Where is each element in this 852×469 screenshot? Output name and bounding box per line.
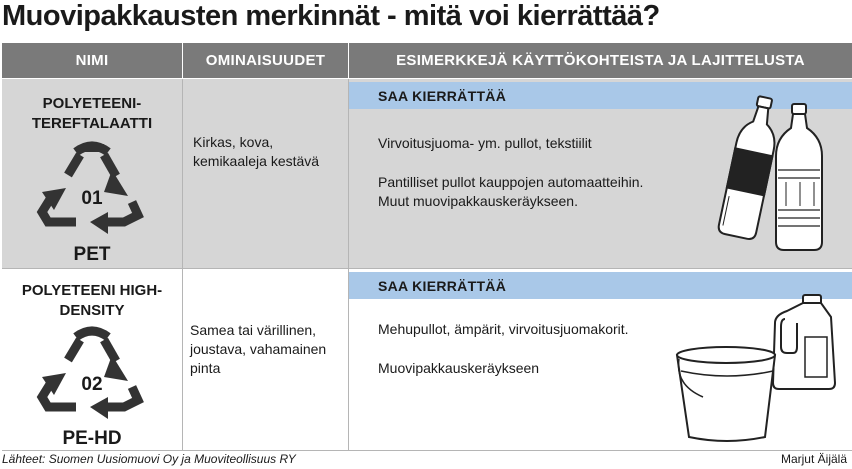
row-pet-example-1: Virvoitusjuoma- ym. pullot, tekstiilit — [378, 135, 592, 151]
column-divider — [348, 79, 349, 450]
sources-text: Lähteet: Suomen Uusiomuovi Oy ja Muoviteollisuus RY — [2, 452, 296, 466]
header-col-properties: OMINAISUUDET — [183, 43, 348, 78]
row-pehd-name: POLYETEENI HIGH- DENSITY — [21, 282, 163, 319]
row-pet-name: POLYETEENI- TEREFTALAATTI — [31, 95, 153, 132]
row-divider — [2, 269, 852, 270]
row-pet-example-2: Pantilliset pullot kauppojen automaatteihin. Muut muovipakkauskeräykseen. — [378, 174, 644, 209]
recycle-band: SAA KIERRÄTTÄÄ — [349, 272, 852, 299]
row-pehd-properties: Samea tai värillinen, joustava, vahamainen pinta — [190, 322, 327, 376]
resin-code-abbr: PE-HD — [62, 428, 122, 449]
row-pehd-example-2: Muovipakkauskeräykseen — [378, 360, 540, 376]
resin-code-number: 02 — [81, 374, 103, 395]
table-bottom-line — [2, 450, 852, 451]
recycle-band: SAA KIERRÄTTÄÄ — [349, 82, 852, 109]
row-pehd-example-1: Mehupullot, ämpärit, virvoitusjuomakorit. — [378, 321, 629, 337]
resin-code-abbr: PET — [73, 244, 111, 265]
column-divider — [182, 79, 183, 450]
row-pet-properties: Kirkas, kova, kemikaaleja kestävä — [193, 134, 320, 169]
page-title: Muovipakkausten merkinnät - mitä voi kierrättää? — [2, 0, 660, 32]
resin-code-number: 01 — [81, 188, 103, 209]
header-col-name: NIMI — [2, 43, 182, 78]
header-col-examples: ESIMERKKEJÄ KÄYTTÖKOHTEISTA JA LAJITTELUSTA — [349, 43, 852, 78]
author-credit: Marjut Äijälä — [780, 452, 847, 466]
bottles-icon — [710, 90, 840, 260]
bucket-and-canister-icon — [675, 293, 845, 443]
